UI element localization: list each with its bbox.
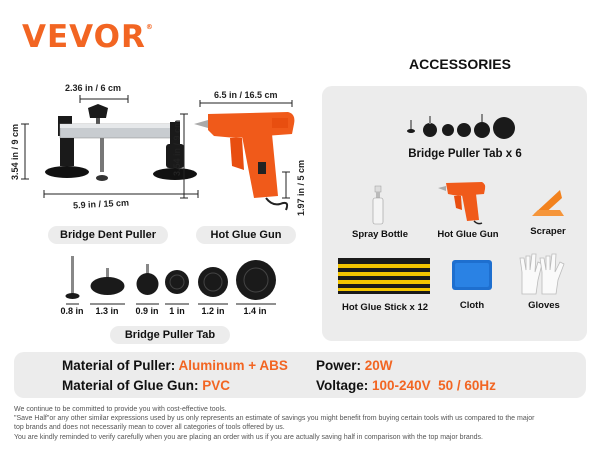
accessory-tabs-label: Bridge Puller Tab x 6 [408,148,522,160]
gun-length-dimension: 6.5 in / 16.5 cm [214,90,278,100]
gun-material [62,378,230,393]
puller-width-dimension: 2.36 in / 6 cm [65,83,122,93]
puller-material-label: Material of Puller: [62,358,176,373]
disclaimer-line-1: We continue to be committed to provide you with cost-effective tools. [14,406,227,413]
hot-glue-gun-label: Hot Glue Gun [196,226,296,244]
puller-length-dimension: 5.9 in / 15 cm [72,197,130,211]
disclaimer-line-4: You are kindly reminded to verify carefully when you are placing an order with us if you are actually saving half in comparison with the top major brands. [14,434,483,441]
bridge-puller-tab-label: Bridge Puller Tab [110,326,230,344]
gun-height-dimension: 3.54 in / 9 cm [172,120,182,177]
vevor-logo [22,19,154,55]
tab-size-6: 1.4 in [243,306,267,316]
gun-material-value: PVC [202,378,231,393]
scraper-label: Scraper [530,226,566,237]
tab-size-5: 1.2 in [201,306,225,316]
cloth-image [450,258,494,292]
gun-material-label: Material of Glue Gun: [62,378,199,393]
power-label: Power: [316,358,362,373]
spray-bottle-label: Spray Bottle [352,229,408,240]
voltage-label: Voltage: [316,378,369,393]
accessories-title: ACCESSORIES [409,56,511,72]
cloth-label: Cloth [459,300,485,311]
accessory-glue-gun-image [436,178,492,226]
puller-height-dimension: 3.54 in / 9 cm [10,124,20,181]
scraper-image [530,188,566,218]
logo-text: VEVOR [22,19,146,55]
tab-size-1: 0.8 in [60,306,84,316]
voltage-value: 100-240V 50 / 60Hz [372,378,496,393]
puller-material [62,358,288,373]
gun-nozzle-dimension: 1.97 in / 5 cm [296,160,306,217]
tab-size-2: 1.3 in [95,306,119,316]
accessory-glue-gun-label: Hot Glue Gun [437,229,499,240]
disclaimer-line-3: top brands and does not necessarily mean to cover all categories of tools offered by us. [14,424,285,431]
bridge-dent-puller-label: Bridge Dent Puller [48,226,168,244]
tab-size-4: 1 in [169,306,185,316]
power-spec [316,358,393,373]
voltage-spec [316,378,496,393]
power-value: 20W [364,358,393,373]
gloves-label: Gloves [528,300,560,311]
disclaimer-line-2: "Save Half"or any other similar expressions used by us only represents an estimate of savings you might benefit from buying certain tools with us compared to the major [14,415,535,422]
spray-bottle-image [365,184,391,226]
gloves-image [516,250,570,296]
tab-size-3: 0.9 in [135,306,159,316]
accessory-puller-tabs-image [400,106,520,146]
hot-glue-stick-image [338,258,430,294]
puller-material-value: Aluminum + ABS [178,358,288,373]
registered-mark: ® [145,23,154,31]
glue-stick-label: Hot Glue Stick x 12 [341,302,429,313]
